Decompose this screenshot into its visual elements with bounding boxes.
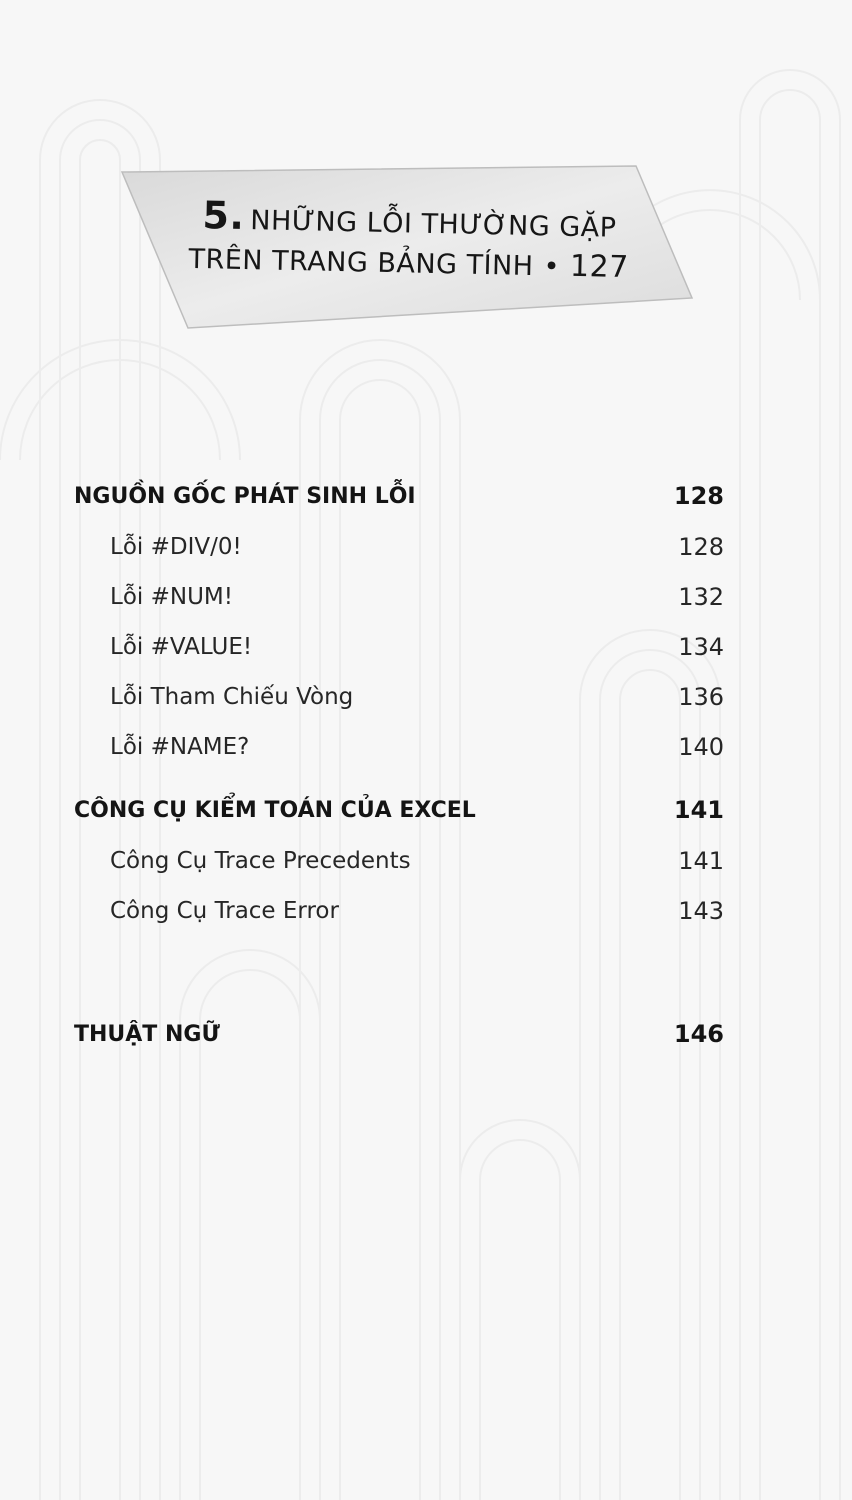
toc-item-page: 141 xyxy=(678,847,724,875)
toc-item-page: 128 xyxy=(678,533,724,561)
toc-section-glossary[interactable] xyxy=(74,1008,724,1060)
toc-section-page: 146 xyxy=(673,1020,724,1048)
toc-section-title: NGUỒN GỐC PHÁT SINH LỖI xyxy=(74,483,416,509)
toc-item-page: 134 xyxy=(678,633,724,661)
chapter-separator: • xyxy=(543,251,561,283)
chapter-title-text2: TRÊN TRANG BẢNG TÍNH xyxy=(188,243,534,283)
toc-section-page: 128 xyxy=(673,482,724,510)
toc-item[interactable] xyxy=(74,522,724,572)
toc-section-audit-tools[interactable] xyxy=(74,784,724,836)
chapter-page-number: 127 xyxy=(569,248,630,286)
toc-item-page: 136 xyxy=(678,683,724,711)
toc-item-title: Lỗi #NAME? xyxy=(110,734,250,760)
toc-item-page: 140 xyxy=(678,733,724,761)
toc-item-title: Lỗi #NUM! xyxy=(110,584,233,610)
spacer xyxy=(74,772,724,784)
toc-item-title: Công Cụ Trace Precedents xyxy=(110,848,411,874)
chapter-title-text1: NHỮNG LỖI THƯỜNG GẶP xyxy=(250,205,617,244)
toc-item-title: Lỗi Tham Chiếu Vòng xyxy=(110,684,354,710)
toc-section-title: CÔNG CỤ KIỂM TOÁN CỦA EXCEL xyxy=(74,797,476,823)
toc-item[interactable] xyxy=(74,722,724,772)
spacer xyxy=(74,936,724,1008)
toc-section-title: THUẬT NGỮ xyxy=(74,1021,220,1047)
toc-item[interactable] xyxy=(74,836,724,886)
toc-item-title: Lỗi #VALUE! xyxy=(110,634,253,660)
chapter-heading xyxy=(148,195,670,288)
toc-item[interactable] xyxy=(74,572,724,622)
toc-section-errors[interactable] xyxy=(74,470,724,522)
toc-item[interactable] xyxy=(74,622,724,672)
toc-item-title: Lỗi #DIV/0! xyxy=(110,534,242,560)
toc-item-page: 132 xyxy=(678,583,724,611)
table-of-contents xyxy=(74,470,724,1060)
chapter-number: 5. xyxy=(202,193,245,238)
toc-item-page: 143 xyxy=(678,897,724,925)
toc-section-page: 141 xyxy=(673,796,724,824)
toc-item[interactable] xyxy=(74,672,724,722)
toc-item[interactable] xyxy=(74,886,724,936)
toc-item-title: Công Cụ Trace Error xyxy=(110,898,339,924)
